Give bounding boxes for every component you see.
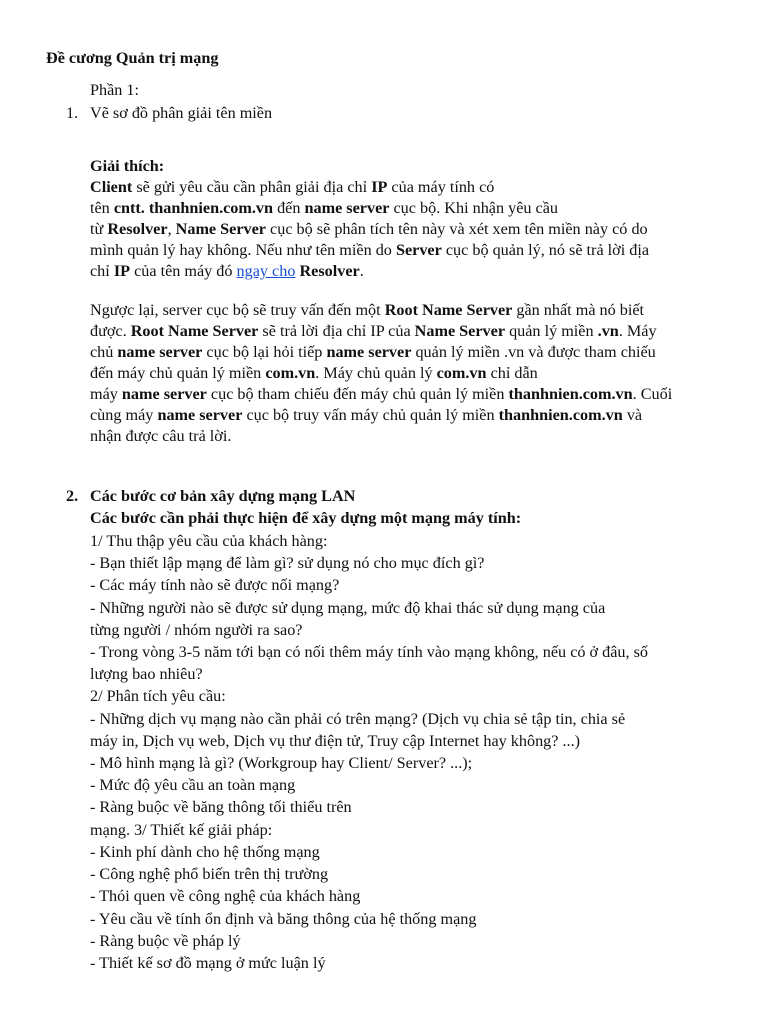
item-2-line: mạng. 3/ Thiết kế giải pháp: <box>90 821 273 839</box>
explanation-p2-line-6: cùng máy name server cục bộ truy vấn máy chủ quản lý miền thanhnien.com.vn và <box>90 406 643 424</box>
item-2-line: - Yêu cầu về tính ổn định và băng thông của hệ thống mạng <box>90 910 477 928</box>
item-2-line: - Mức độ yêu cầu an toàn mạng <box>90 776 296 794</box>
item-2-line: - Ràng buộc về pháp lý <box>90 932 241 950</box>
item-2-title: Các bước cơ bản xây dựng mạng LAN <box>90 487 356 505</box>
ngay-cho-link[interactable]: ngay cho <box>236 262 296 280</box>
item-2-line: - Bạn thiết lập mạng để làm gì? sử dụng nó cho mục đích gì? <box>90 554 485 572</box>
item-2-line: - Những người nào sẽ được sử dụng mạng, mức độ khai thác sử dụng mạng của <box>90 599 606 617</box>
item-2-line: - Kinh phí dành cho hệ thống mạng <box>90 843 320 861</box>
item-2-line: - Ràng buộc về băng thông tối thiểu trên <box>90 798 352 816</box>
item-2-subtitle: Các bước cần phải thực hiện để xây dựng một mạng máy tính: <box>90 509 522 527</box>
item-2-line: máy in, Dịch vụ web, Dịch vụ thư điện tử, Truy cập Internet hay không? ...) <box>90 732 581 750</box>
item-2-line: - Những dịch vụ mạng nào cần phải có trên mạng? (Dịch vụ chia sẻ tập tin, chia sẻ <box>90 710 626 728</box>
explanation-p1-line-5: chỉ IP của tên máy đó ngay cho Resolver. <box>90 262 364 280</box>
item-2-line: - Mô hình mạng là gì? (Workgroup hay Client/ Server? ...); <box>90 754 473 772</box>
item-2-line: - Công nghệ phổ biến trên thị trường <box>90 865 329 883</box>
item-2-number: 2. <box>66 487 79 505</box>
item-1-text: Vẽ sơ đồ phân giải tên miền <box>90 104 273 122</box>
explanation-p1-line-1: Client sẽ gửi yêu cầu cần phân giải địa chỉ IP của máy tính có <box>90 178 495 196</box>
explanation-p2-line-5: máy name server cục bộ tham chiếu đến máy chủ quản lý miền thanhnien.com.vn. Cuối <box>90 385 673 403</box>
item-2-line: - Thiết kế sơ đồ mạng ở mức luận lý <box>90 954 326 972</box>
explanation-p2-line-4: đến máy chủ quản lý miền com.vn. Máy chủ quản lý com.vn chỉ dẫn <box>90 364 538 382</box>
item-2-line: - Các máy tính nào sẽ được nối mạng? <box>90 576 340 594</box>
explanation-heading: Giải thích: <box>90 157 165 175</box>
explanation-p1-line-3: từ Resolver, Name Server cục bộ sẽ phân tích tên này và xét xem tên miền này có do <box>90 220 648 238</box>
explanation-p1-line-2: tên cntt. thanhnien.com.vn đến name server cục bộ. Khi nhận yêu cầu <box>90 199 559 217</box>
explanation-p2-line-7: nhận được câu trả lời. <box>90 427 232 445</box>
explanation-p1-line-4: mình quản lý hay không. Nếu như tên miền do Server cục bộ quản lý, nó sẽ trả lời địa <box>90 241 650 259</box>
item-2-line: từng người / nhóm người ra sao? <box>90 621 303 639</box>
item-2-line: lượng bao nhiêu? <box>90 665 203 683</box>
explanation-p2-line-1: Ngược lại, server cục bộ sẽ truy vấn đến một Root Name Server gần nhất mà nó biết <box>90 301 645 319</box>
item-2-line: - Trong vòng 3-5 năm tới bạn có nối thêm máy tính vào mạng không, nếu có ở đâu, số <box>90 643 648 661</box>
document-title: Đề cương Quản trị mạng <box>46 49 219 67</box>
item-2-line: 1/ Thu thập yêu cầu của khách hàng: <box>90 532 328 550</box>
explanation-p2-line-2: được. Root Name Server sẽ trả lời địa chỉ IP của Name Server quản lý miền .vn. Máy <box>90 322 657 340</box>
item-2-line: - Thói quen về công nghệ của khách hàng <box>90 887 361 905</box>
part-label: Phần 1: <box>90 81 140 99</box>
item-2-line: 2/ Phân tích yêu cầu: <box>90 687 226 705</box>
item-1-number: 1. <box>66 104 79 122</box>
explanation-p2-line-3: chủ name server cục bộ lại hỏi tiếp name server quản lý miền .vn và được tham chiếu <box>90 343 656 361</box>
